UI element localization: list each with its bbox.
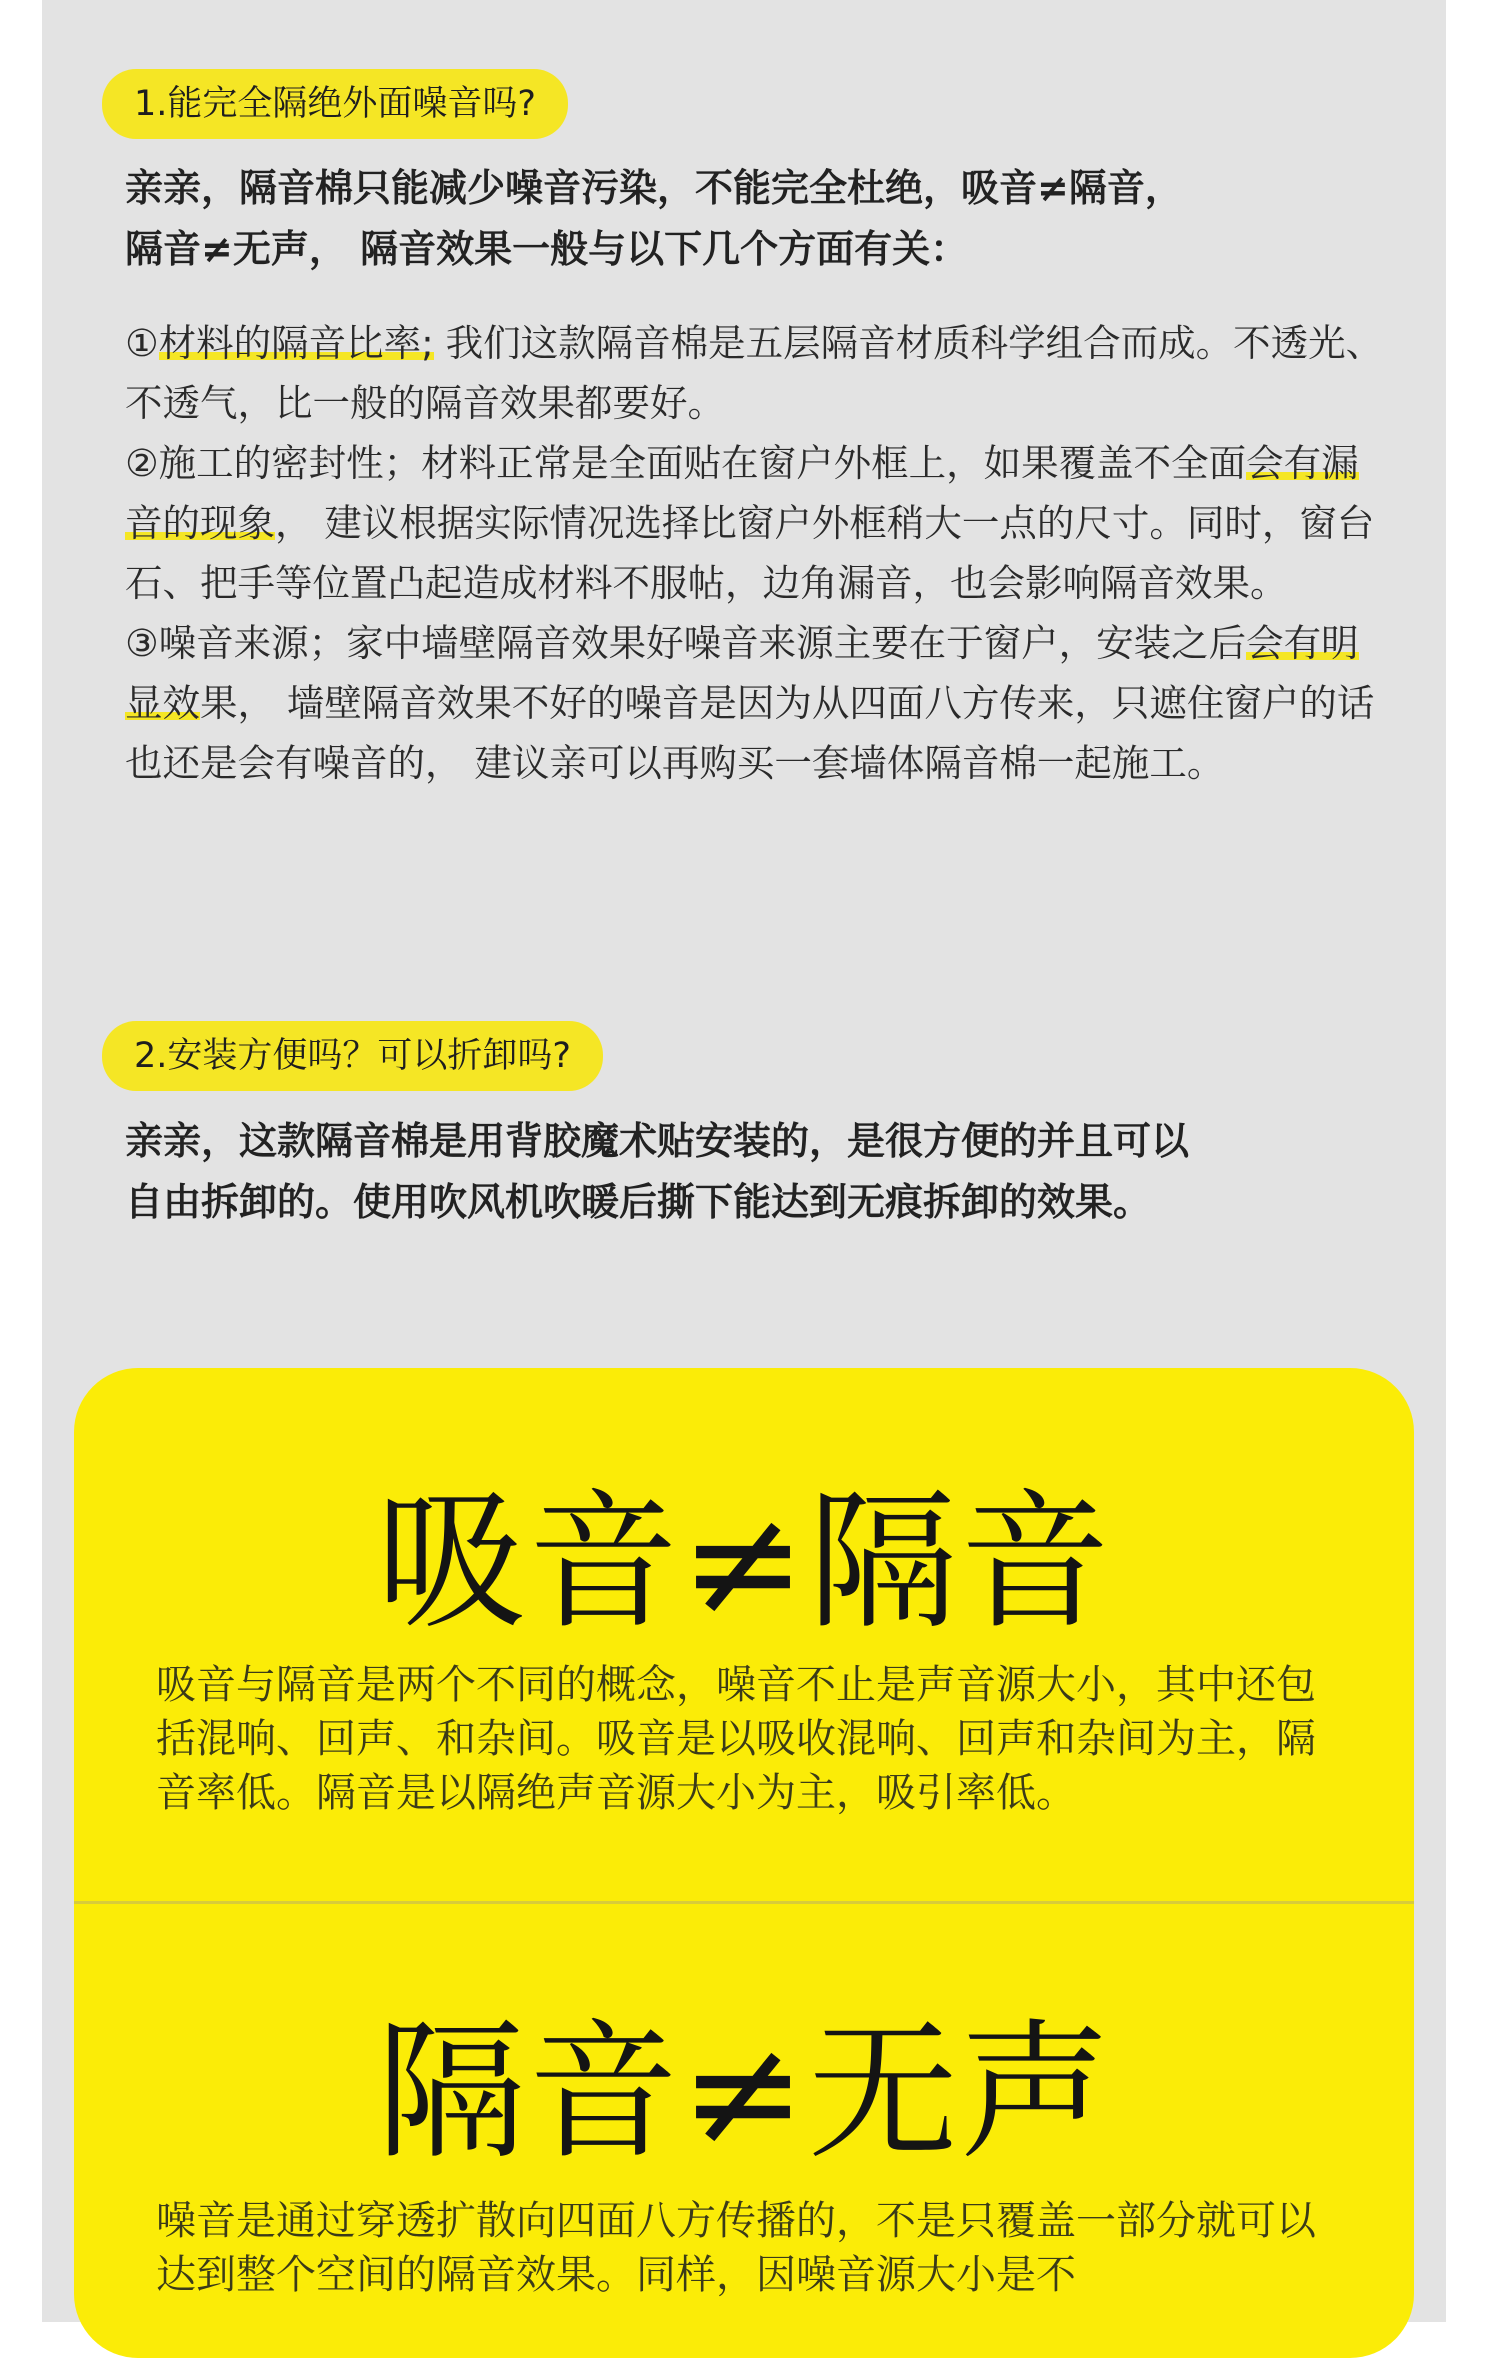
card-text-absorb-vs-insulate: 吸音与隔音是两个不同的概念，噪音不止是声音源大小，其中还包括混响、回声、和杂间。吸音是以吸收混响、回声和杂间为主，隔音率低。隔音是以隔绝声音源大小为主，吸引率低。	[156, 1662, 1316, 1816]
detail-2-text-b: ， 建议根据实际情况选择比窗户外框稍大一点的尺寸。同时，窗台石、把手等位置凸起造成材料不服帖，边角漏音，也会影响隔音效果。	[125, 501, 1375, 605]
detail-3-text-a: ③噪音来源；家中墙壁隔音效果好噪音来源主要在于窗户，安装之后	[125, 621, 1247, 665]
card-title-insulate-vs-silence: 隔音≠无声	[376, 2006, 1112, 2180]
detail-paragraph-3	[125, 613, 1385, 793]
detail-paragraph-2	[125, 433, 1385, 613]
info-card	[74, 1368, 1414, 2358]
card-divider	[74, 1901, 1414, 1904]
detail-paragraph-1	[125, 313, 1385, 433]
detail-3-highlight: 会有明显效	[125, 621, 1359, 725]
question-2-answer-line-2: 自由拆卸的。使用吹风机吹暖后撕下能达到无痕拆卸的效果。	[125, 1180, 1152, 1224]
card-title-absorb-vs-insulate: 吸音≠隔音	[376, 1476, 1112, 1650]
detail-2-highlight: 会有漏音的现象	[125, 441, 1359, 545]
question-2-answer	[125, 1111, 1375, 1233]
detail-1-highlight: 材料的隔音比率;	[158, 321, 434, 365]
question-1-answer	[125, 158, 1375, 280]
card-text-insulate-vs-silence: 噪音是通过穿透扩散向四面八方传播的，不是只覆盖一部分就可以达到整个空间的隔音效果。同样，因噪音源大小是不	[156, 2198, 1316, 2298]
detail-2-text-a: ②施工的密封性；材料正常是全面贴在窗户外框上，如果覆盖不全面	[125, 441, 1247, 485]
question-1-answer-line-1: 亲亲，隔音棉只能减少噪音污染，不能完全杜绝，吸音≠隔音，	[125, 166, 1183, 210]
detail-3-text-b: 果， 墙壁隔音效果不好的噪音是因为从四面八方传来，只遮住窗户的话也还是会有噪音的， 建议亲可以再购买一套墙体隔音棉一起施工。	[125, 681, 1375, 785]
question-1-badge: 1.能完全隔绝外面噪音吗?	[102, 69, 568, 139]
question-1-details	[125, 313, 1385, 793]
question-1-answer-line-2: 隔音≠无声， 隔音效果一般与以下几个方面有关：	[125, 227, 969, 271]
question-2-badge: 2.安装方便吗？可以折卸吗?	[102, 1021, 603, 1091]
detail-1-prefix: ①	[125, 321, 159, 365]
detail-1-text: 我们这款隔音棉是五层隔音材质科学组合而成。不透光、不透气，比一般的隔音效果都要好。	[125, 321, 1384, 425]
question-2-answer-line-1: 亲亲，这款隔音棉是用背胶魔术贴安装的，是很方便的并且可以	[125, 1119, 1190, 1163]
